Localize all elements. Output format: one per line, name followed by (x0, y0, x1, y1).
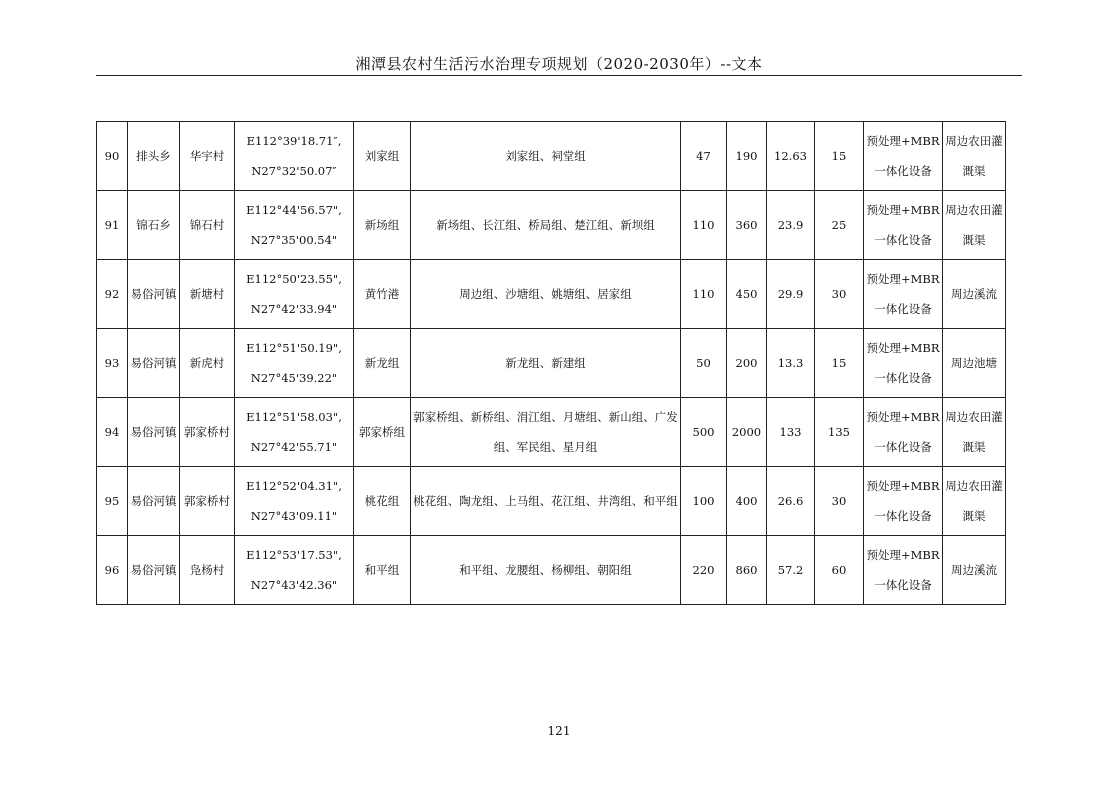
scale-cell: 135 (815, 398, 864, 467)
discharge-cell: 周边溪流 (943, 260, 1006, 329)
table-row (97, 398, 1006, 467)
served-groups-cell: 刘家组、祠堂组 (411, 122, 681, 191)
latitude-text: N27°43'09.11" (250, 509, 338, 523)
flow-cell: 29.9 (767, 260, 815, 329)
households-cell: 110 (681, 260, 727, 329)
town-cell: 易俗河镇 (128, 467, 180, 536)
process-cell: 预处理+MBR一体化设备 (864, 398, 943, 467)
longitude-text: E112°51'58.03", (246, 410, 342, 424)
coordinates-cell (235, 260, 354, 329)
households-cell: 500 (681, 398, 727, 467)
table-row (97, 536, 1006, 605)
row-number-cell: 90 (97, 122, 128, 191)
row-number-cell: 94 (97, 398, 128, 467)
village-cell: 新虎村 (180, 329, 235, 398)
page-header-title: 湘潭县农村生活污水治理专项规划（2020-2030年）--文本 (355, 55, 763, 73)
longitude-text: E112°52'04.31", (246, 479, 342, 493)
village-cell: 郭家桥村 (180, 398, 235, 467)
town-cell: 易俗河镇 (128, 260, 180, 329)
population-cell: 860 (727, 536, 767, 605)
village-cell: 华宇村 (180, 122, 235, 191)
households-cell: 50 (681, 329, 727, 398)
population-cell: 200 (727, 329, 767, 398)
site-group-cell: 桃花组 (354, 467, 411, 536)
process-cell: 预处理+MBR一体化设备 (864, 329, 943, 398)
discharge-cell: 周边溪流 (943, 536, 1006, 605)
town-cell: 易俗河镇 (128, 398, 180, 467)
town-cell: 易俗河镇 (128, 329, 180, 398)
served-groups-cell: 周边组、沙塘组、姚塘组、居家组 (411, 260, 681, 329)
latitude-text: N27°42'33.94" (250, 302, 338, 316)
town-cell: 排头乡 (128, 122, 180, 191)
row-number-cell: 95 (97, 467, 128, 536)
row-number-cell: 92 (97, 260, 128, 329)
table-row (97, 260, 1006, 329)
table-row (97, 122, 1006, 191)
discharge-cell: 周边农田灌溉渠 (943, 191, 1006, 260)
discharge-cell: 周边农田灌溉渠 (943, 398, 1006, 467)
households-cell: 47 (681, 122, 727, 191)
flow-cell: 57.2 (767, 536, 815, 605)
header-divider (96, 75, 1022, 76)
page-number: 121 (547, 724, 571, 738)
table-body (97, 122, 1006, 605)
coordinates-cell (235, 467, 354, 536)
site-group-cell: 郭家桥组 (354, 398, 411, 467)
discharge-cell: 周边池塘 (943, 329, 1006, 398)
village-cell: 新塘村 (180, 260, 235, 329)
process-cell: 预处理+MBR一体化设备 (864, 260, 943, 329)
table-row (97, 467, 1006, 536)
households-cell: 110 (681, 191, 727, 260)
row-number-cell: 91 (97, 191, 128, 260)
scale-cell: 15 (815, 122, 864, 191)
coordinates-cell (235, 329, 354, 398)
households-cell: 220 (681, 536, 727, 605)
flow-cell: 133 (767, 398, 815, 467)
latitude-text: N27°35'00.54" (250, 233, 338, 247)
site-group-cell: 和平组 (354, 536, 411, 605)
site-group-cell: 新场组 (354, 191, 411, 260)
served-groups-cell: 新场组、长江组、桥局组、楚江组、新坝组 (411, 191, 681, 260)
process-cell: 预处理+MBR一体化设备 (864, 191, 943, 260)
village-cell: 凫杨村 (180, 536, 235, 605)
discharge-cell: 周边农田灌溉渠 (943, 467, 1006, 536)
flow-cell: 26.6 (767, 467, 815, 536)
process-cell: 预处理+MBR一体化设备 (864, 536, 943, 605)
latitude-text: N27°42'55.71" (250, 440, 338, 454)
facility-table (96, 121, 1006, 605)
village-cell: 锦石村 (180, 191, 235, 260)
longitude-text: E112°50'23.55", (246, 272, 342, 286)
longitude-text: E112°39'18.71″, (246, 134, 342, 148)
longitude-text: E112°51'50.19", (246, 341, 342, 355)
scale-cell: 15 (815, 329, 864, 398)
latitude-text: N27°32'50.07″ (251, 164, 337, 178)
coordinates-cell (235, 122, 354, 191)
discharge-cell: 周边农田灌溉渠 (943, 122, 1006, 191)
scale-cell: 30 (815, 260, 864, 329)
population-cell: 450 (727, 260, 767, 329)
process-cell: 预处理+MBR一体化设备 (864, 467, 943, 536)
coordinates-cell (235, 536, 354, 605)
scale-cell: 30 (815, 467, 864, 536)
flow-cell: 23.9 (767, 191, 815, 260)
latitude-text: N27°43'42.36" (250, 578, 338, 592)
row-number-cell: 93 (97, 329, 128, 398)
process-cell: 预处理+MBR一体化设备 (864, 122, 943, 191)
longitude-text: E112°53'17.53", (246, 548, 342, 562)
served-groups-cell: 新龙组、新建组 (411, 329, 681, 398)
table-row (97, 191, 1006, 260)
row-number-cell: 96 (97, 536, 128, 605)
site-group-cell: 刘家组 (354, 122, 411, 191)
served-groups-cell: 和平组、龙腰组、杨柳组、朝阳组 (411, 536, 681, 605)
scale-cell: 60 (815, 536, 864, 605)
coordinates-cell (235, 191, 354, 260)
town-cell: 易俗河镇 (128, 536, 180, 605)
served-groups-cell: 郭家桥组、新桥组、涓江组、月塘组、新山组、广发组、军民组、星月组 (411, 398, 681, 467)
table-row (97, 329, 1006, 398)
served-groups-cell: 桃花组、陶龙组、上马组、花江组、井湾组、和平组 (411, 467, 681, 536)
latitude-text: N27°45'39.22" (250, 371, 338, 385)
population-cell: 190 (727, 122, 767, 191)
population-cell: 360 (727, 191, 767, 260)
site-group-cell: 新龙组 (354, 329, 411, 398)
longitude-text: E112°44'56.57", (246, 203, 342, 217)
site-group-cell: 黄竹港 (354, 260, 411, 329)
town-cell: 锦石乡 (128, 191, 180, 260)
coordinates-cell (235, 398, 354, 467)
flow-cell: 12.63 (767, 122, 815, 191)
population-cell: 2000 (727, 398, 767, 467)
population-cell: 400 (727, 467, 767, 536)
scale-cell: 25 (815, 191, 864, 260)
village-cell: 郭家桥村 (180, 467, 235, 536)
flow-cell: 13.3 (767, 329, 815, 398)
households-cell: 100 (681, 467, 727, 536)
